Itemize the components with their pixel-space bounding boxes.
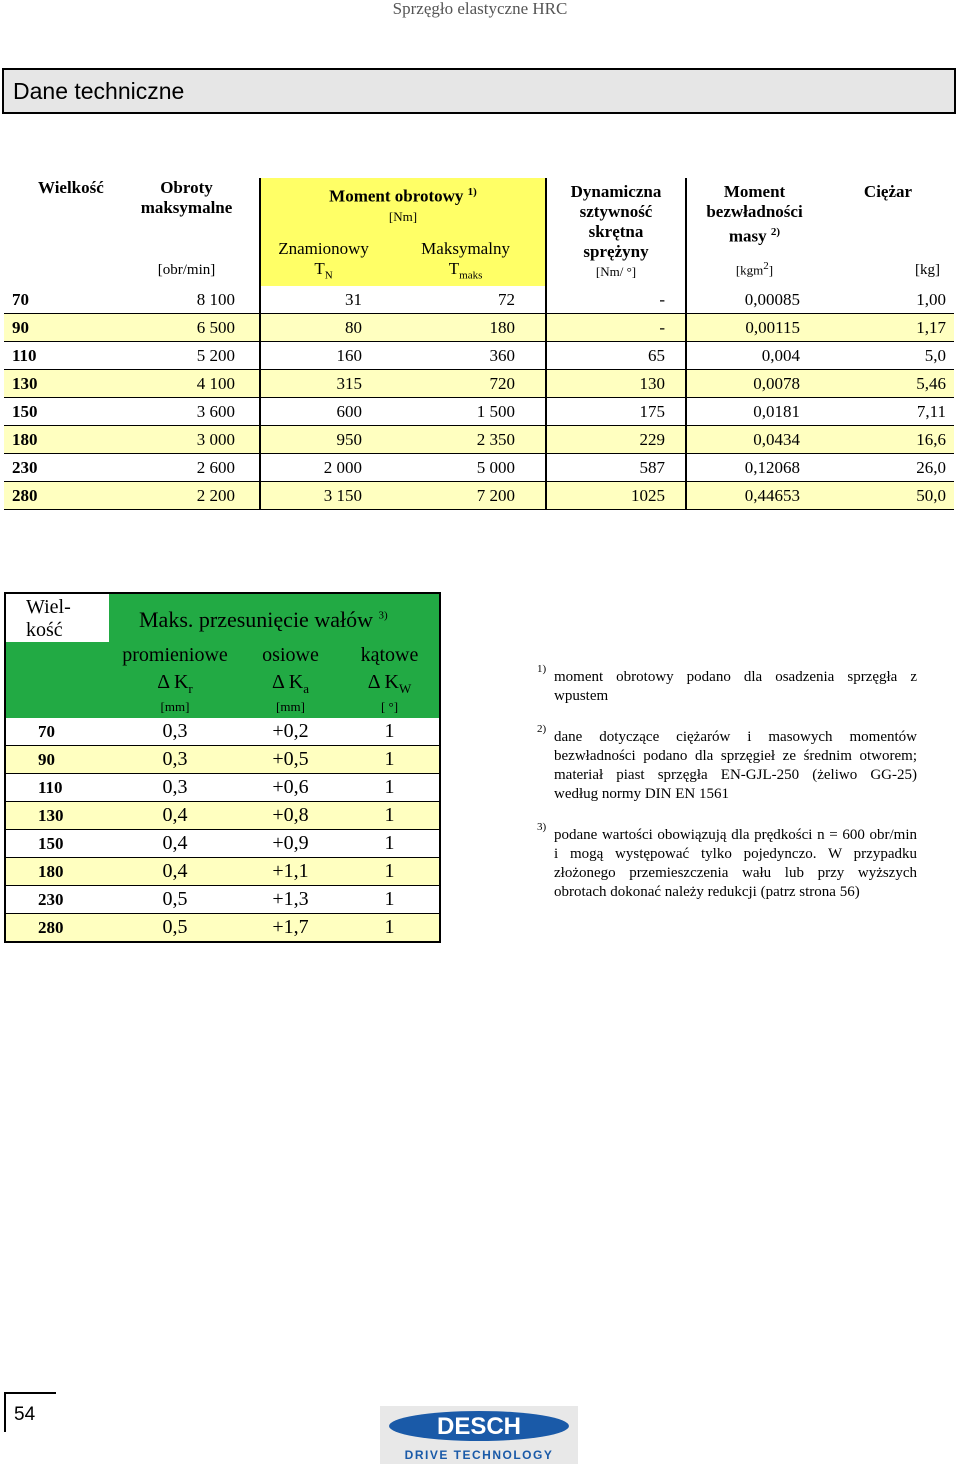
table-cell: 5 200	[114, 342, 260, 370]
table-row	[5, 914, 440, 943]
table-cell: 280	[4, 482, 114, 510]
table-cell: 315	[260, 370, 386, 398]
table-cell: 230	[5, 886, 109, 914]
table-cell: 130	[546, 370, 686, 398]
header-weight: Ciężar [kg]	[863, 182, 940, 278]
table-row	[5, 858, 440, 886]
header-torque: Moment obrotowy $^{1)}$ [Nm] Znamionowy $T_N$ Maksymalny $T_{maks}$	[260, 178, 546, 286]
table-cell: 360	[386, 342, 546, 370]
table-cell: 3 000	[114, 426, 260, 454]
table-cell: 110	[4, 342, 114, 370]
table-cell: 1,17	[822, 314, 954, 342]
table-row	[4, 314, 954, 342]
table-cell: 720	[386, 370, 546, 398]
table-row	[5, 718, 440, 746]
misalignment-table	[4, 592, 441, 943]
table-cell: 180	[5, 858, 109, 886]
table-cell: 110	[5, 774, 109, 802]
logo-tagline: DRIVE TECHNOLOGY	[404, 1448, 554, 1462]
header-size: Wiel- kość	[26, 596, 71, 641]
table-cell: 72	[386, 286, 546, 314]
table-cell: 160	[260, 342, 386, 370]
table-cell: 26,0	[822, 454, 954, 482]
table-cell: -	[546, 286, 686, 314]
table-cell: 0,5	[109, 886, 241, 914]
table-row	[5, 746, 440, 774]
table-cell: 8 100	[114, 286, 260, 314]
header-size: Wielkość	[38, 178, 104, 197]
page-number: 54	[4, 1392, 56, 1432]
table-cell: 4 100	[114, 370, 260, 398]
table-cell: 0,4	[109, 858, 241, 886]
header-stiffness: Dynamiczna sztywność skrętna sprężyny [Nm/ °]	[546, 178, 686, 286]
table-row	[4, 482, 954, 510]
header-angular: kątowe Δ $K_W$ [ °]	[340, 642, 440, 718]
table-cell: 130	[4, 370, 114, 398]
table-cell: 70	[4, 286, 114, 314]
table-cell: 2 600	[114, 454, 260, 482]
table-cell: 280	[5, 914, 109, 943]
table-cell: +1,1	[241, 858, 340, 886]
table-row	[4, 370, 954, 398]
table-cell: +0,9	[241, 830, 340, 858]
table-cell: 1 500	[386, 398, 546, 426]
table-cell: +0,5	[241, 746, 340, 774]
table-row	[4, 454, 954, 482]
table-cell: 1	[340, 802, 440, 830]
running-title: Sprzęgło elastyczne HRC	[392, 0, 568, 18]
table-cell: 5,0	[822, 342, 954, 370]
header-axial: osiowe Δ $K_a$ [mm]	[241, 642, 340, 718]
table-cell: 130	[5, 802, 109, 830]
table-cell: 600	[260, 398, 386, 426]
footnote-2: 2) dane dotyczące ciężarów i masowych momentów bezwładności podano dla sprzęgieł ze średnim otworem; materiał piast sprzęgła EN-GJL-250 (żeliwo GG-25) według normy DIN EN 1561	[537, 723, 917, 802]
footnotes	[537, 663, 917, 916]
desch-logo	[380, 1406, 578, 1464]
table-cell: 5 000	[386, 454, 546, 482]
table-cell: 1	[340, 858, 440, 886]
footnote-3: 3) podane wartości obowiązują dla prędkości n = 600 obr/min i mogą występować tylko pojedynczo. W przypadku złożonego przemieszczenia wału lub przy wyższych obrotach dokonać należy redukcji (patrz strona 56)	[537, 821, 917, 900]
table-cell: 90	[5, 746, 109, 774]
table-cell: 3 150	[260, 482, 386, 510]
table-cell: 90	[4, 314, 114, 342]
table-cell: 0,004	[686, 342, 822, 370]
header-speed: Obroty maksymalne [obr/min]	[140, 178, 233, 278]
table-cell: 0,12068	[686, 454, 822, 482]
table-cell: 1	[340, 718, 440, 746]
table-cell: +1,3	[241, 886, 340, 914]
header-radial: promieniowe Δ $K_r$ [mm]	[109, 642, 241, 718]
table-cell: 2 200	[114, 482, 260, 510]
table-cell: -	[546, 314, 686, 342]
table-cell: 0,44653	[686, 482, 822, 510]
table-cell: 31	[260, 286, 386, 314]
table-cell: 180	[386, 314, 546, 342]
table-row	[5, 886, 440, 914]
table-cell: 0,00115	[686, 314, 822, 342]
footnote-1: 1) moment obrotowy podano dla osadzenia sprzęgła z wpustem	[537, 663, 917, 704]
table-cell: 0,5	[109, 914, 241, 943]
table-cell: 0,0434	[686, 426, 822, 454]
table-cell: 587	[546, 454, 686, 482]
logo-brand: DESCH	[436, 1413, 522, 1440]
table-row	[5, 774, 440, 802]
table-cell: 70	[5, 718, 109, 746]
table-row	[4, 398, 954, 426]
table-cell: 7 200	[386, 482, 546, 510]
table-cell: 5,46	[822, 370, 954, 398]
table-cell: 0,00085	[686, 286, 822, 314]
table-cell: 150	[5, 830, 109, 858]
table-cell: 950	[260, 426, 386, 454]
table-cell: 0,0181	[686, 398, 822, 426]
table-cell: 65	[546, 342, 686, 370]
table-cell: 180	[4, 426, 114, 454]
table-cell: 2 350	[386, 426, 546, 454]
header-inertia: Moment bezwładności masy $^{2)}$ [kgm$^2$]	[686, 178, 822, 286]
table-cell: 229	[546, 426, 686, 454]
table-cell: 0,3	[109, 718, 241, 746]
table-cell: 0,3	[109, 746, 241, 774]
table-cell: 7,11	[822, 398, 954, 426]
table-cell: 0,0078	[686, 370, 822, 398]
table-row	[4, 342, 954, 370]
table-cell: +0,6	[241, 774, 340, 802]
table-cell: +0,2	[241, 718, 340, 746]
table-cell: 1,00	[822, 286, 954, 314]
table-cell: 80	[260, 314, 386, 342]
table-cell: 0,4	[109, 802, 241, 830]
table-cell: 0,4	[109, 830, 241, 858]
table-cell: 0,3	[109, 774, 241, 802]
table-row	[4, 286, 954, 314]
table-cell: 1	[340, 886, 440, 914]
table-row	[5, 830, 440, 858]
table-row	[5, 802, 440, 830]
table-cell: 230	[4, 454, 114, 482]
table-cell: +0,8	[241, 802, 340, 830]
table-cell: 1	[340, 774, 440, 802]
header-max: Maksymalny $T_{maks}$	[421, 238, 510, 282]
table-cell: 1	[340, 746, 440, 774]
misalignment-title: Maks. przesunięcie wałów $^{3)}$	[109, 593, 440, 642]
technical-data-table	[4, 178, 954, 510]
table-cell: 1025	[546, 482, 686, 510]
table-cell: +1,7	[241, 914, 340, 943]
table-cell: 16,6	[822, 426, 954, 454]
table-cell: 50,0	[822, 482, 954, 510]
section-title: Dane techniczne	[2, 68, 956, 114]
table-cell: 150	[4, 398, 114, 426]
table-row	[4, 426, 954, 454]
table-cell: 3 600	[114, 398, 260, 426]
header-nominal: Znamionowy $T_N$	[278, 238, 369, 282]
table-cell: 175	[546, 398, 686, 426]
table-cell: 2 000	[260, 454, 386, 482]
table-cell: 1	[340, 830, 440, 858]
table-cell: 6 500	[114, 314, 260, 342]
table-cell: 1	[340, 914, 440, 943]
